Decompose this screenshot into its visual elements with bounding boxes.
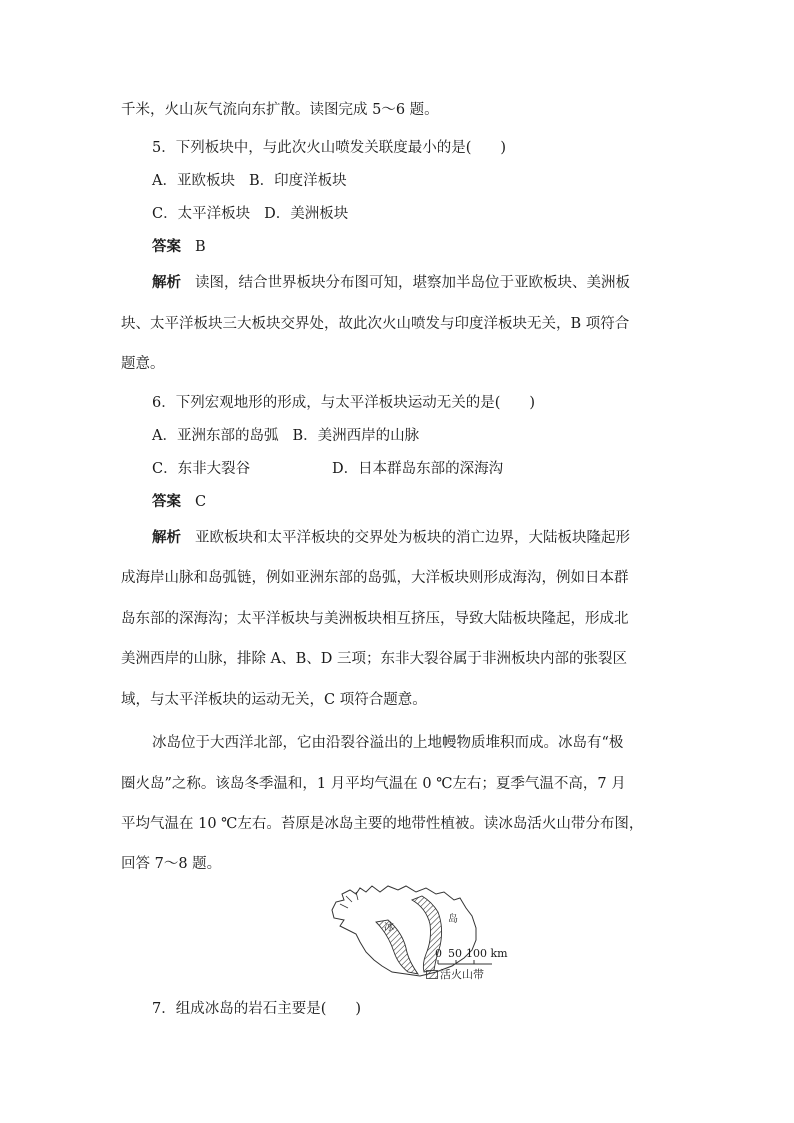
scale-label-50: 50 (448, 947, 462, 960)
q5-analysis-line-1 (152, 273, 630, 293)
q5-options-row-1 (152, 171, 347, 191)
q6-analysis-line-4: 美洲西岸的山脉，排除 A、B、D 三项；东非大裂谷属于非洲板块内部的张裂区 (121, 651, 627, 667)
q6-option-c: C．东非大裂谷 (152, 461, 251, 477)
scale-label-0: 0 (435, 947, 442, 960)
passage-line-4: 回答 7～8 题。 (121, 856, 222, 872)
q5-analysis-text-1: 读图，结合世界板块分布图可知，堪察加半岛位于亚欧板块、美洲板 (195, 275, 630, 291)
q6-analysis-text-1: 亚欧板块和太平洋板块的交界处为板块的消亡边界，大陆板块隆起形 (195, 530, 630, 546)
q6-analysis-line-2: 成海岸山脉和岛弧链，例如亚洲东部的岛弧，大洋板块则形成海沟，例如日本群 (121, 570, 629, 586)
q6-analysis-label: 解析 (152, 529, 181, 546)
passage-line-1: 冰岛位于大西洋北部，它由沿裂谷溢出的上地幔物质堆积而成。冰岛有“极 (152, 735, 624, 751)
q7-stem: 7．组成冰岛的岩石主要是( ) (152, 1001, 362, 1017)
q6-analysis-line-1 (152, 528, 630, 548)
q6-answer (152, 492, 206, 512)
map-label-1: 冰 (384, 922, 394, 933)
q6-options-row-1 (152, 426, 419, 446)
q5-stem: 5．下列板块中，与此次火山喷发关联度最小的是( ) (152, 140, 507, 156)
map-label-2: 岛 (448, 914, 458, 925)
passage-line-3: 平均气温在 10 ℃左右。苔原是冰岛主要的地带性植被。读冰岛活火山带分布图， (121, 816, 644, 832)
legend-hatch-swatch (426, 970, 438, 979)
q5-answer-label: 答案 (152, 238, 181, 255)
q6-answer-value: C (195, 494, 207, 510)
q5-analysis-line-3: 题意。 (121, 356, 165, 372)
scale-label-100: 100 km (466, 947, 508, 960)
q5-analysis-label: 解析 (152, 274, 181, 291)
q5-answer-value: B (195, 239, 206, 255)
q5-option-c: C．太平洋板块 (152, 206, 251, 222)
q6-answer-label: 答案 (152, 493, 181, 510)
q6-stem: 6．下列宏观地形的形成，与太平洋板块运动无关的是( ) (152, 395, 536, 411)
passage-line-2: 圈火岛”之称。该岛冬季温和，1 月平均气温在 0 ℃左右；夏季气温不高，7 月 (121, 776, 626, 792)
q6-option-d: D．日本群岛东部的深海沟 (332, 461, 504, 477)
q5-option-a: A．亚欧板块 (152, 173, 235, 189)
q6-option-a: A．亚洲东部的岛弧 (152, 428, 279, 444)
q6-analysis-line-5: 域，与太平洋板块的运动无关，C 项符合题意。 (121, 692, 427, 708)
intro-tail: 千米，火山灰气流向东扩散。读图完成 5～6 题。 (121, 102, 439, 118)
q5-options-row-2 (152, 204, 348, 224)
q5-option-d: D．美洲板块 (264, 206, 349, 222)
q6-options-row-2 (152, 459, 503, 479)
q5-option-b: B．印度洋板块 (248, 173, 347, 189)
q5-analysis-line-2: 块、太平洋板块三大板块交界处，故此次火山喷发与印度洋板块无关，B 项符合 (121, 316, 630, 332)
legend-label: 活火山带 (440, 968, 484, 981)
q6-analysis-line-3: 岛东部的深海沟；太平洋板块与美洲板块相互挤压，导致大陆板块隆起，形成北 (121, 611, 629, 627)
q5-answer (152, 237, 206, 257)
q6-option-b: B．美洲西岸的山脉 (292, 428, 420, 444)
